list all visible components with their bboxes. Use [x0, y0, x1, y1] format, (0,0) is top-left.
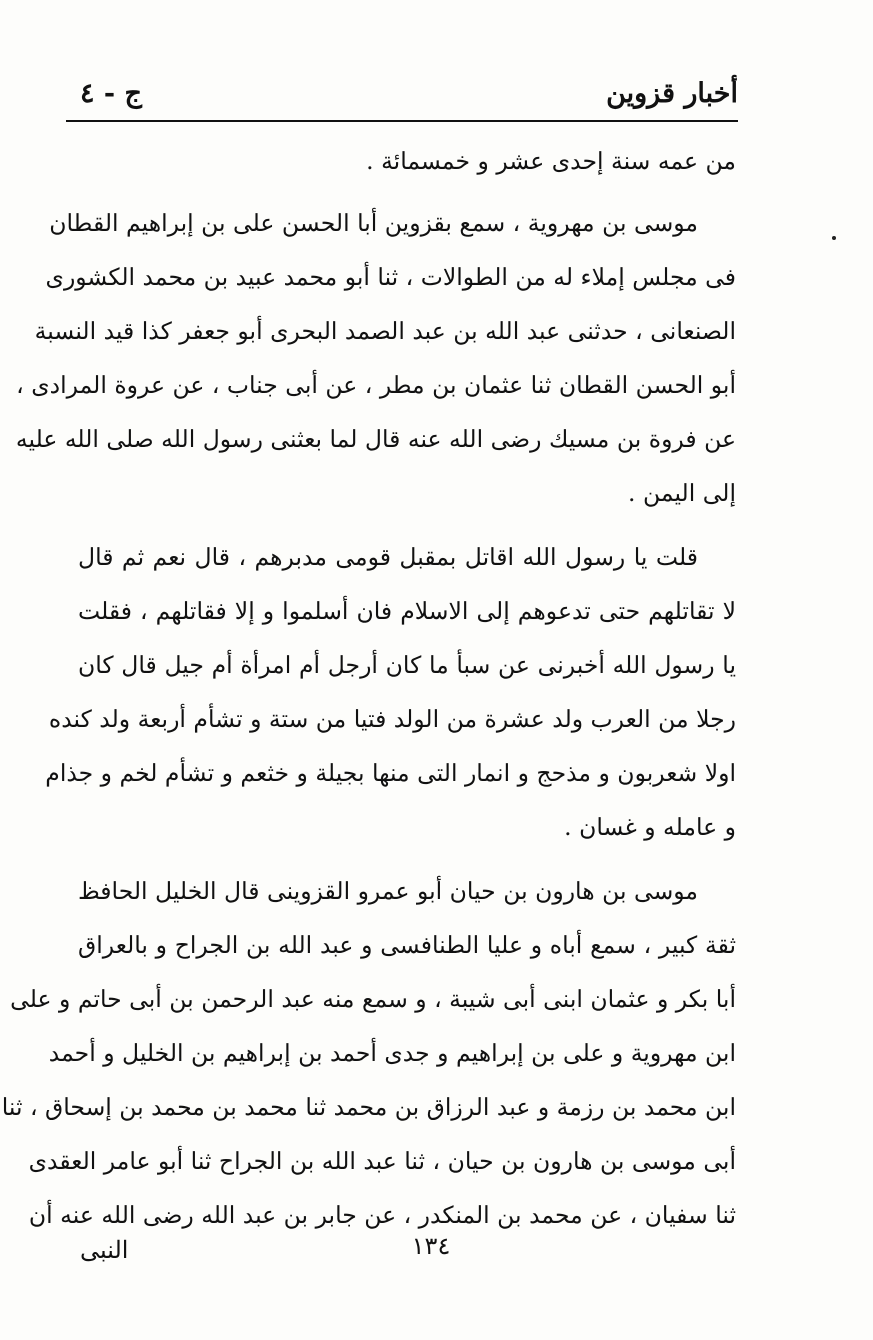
header-rule [66, 120, 738, 122]
paragraph-gap [78, 520, 736, 530]
text-line: موسى بن مهروية ، سمع بقزوين أبا الحسن على بن إبراهيم القطان [49, 209, 698, 237]
paragraph-gap [78, 188, 736, 196]
text-line: قلت يا رسول الله اقاتل بمقبل قومى مدبرهم ، قال نعم ثم قال [78, 543, 698, 571]
text-line: إلى اليمن . [628, 479, 736, 507]
text-line: و عامله و غسان . [564, 813, 736, 841]
text-line: عن فروة بن مسيك رضى الله عنه قال لما بعثنى رسول الله صلى الله عليه [15, 425, 736, 453]
text-line: من عمه سنة إحدى عشر و خمسمائة . [366, 147, 736, 175]
text-line: ابن محمد بن رزمة و عبد الرزاق بن محمد ثنا محمد بن محمد بن إسحاق ، ثنا [1, 1093, 736, 1121]
text-line: اولا شعربون و مذحج و انمار التى منها بجيلة و خثعم و تشأم لخم و جذام [45, 759, 736, 787]
text-line: الصنعانى ، حدثنى عبد الله بن عبد الصمد البحرى أبو جعفر كذا قيد النسبة [34, 317, 736, 345]
text-line: أبا بكر و عثمان ابنى أبى شيبة ، و سمع منه عبد الرحمن بن أبى حاتم و على [10, 985, 736, 1013]
body-text [1, 134, 736, 1242]
running-head [66, 76, 738, 116]
page-number: ١٣٤ [411, 1232, 451, 1260]
text-line: لا تقاتلهم حتى تدعوهم إلى الاسلام فان أسلموا و إلا فقاتلهم ، فقلت [78, 597, 736, 625]
text-line: فى مجلس إملاء له من الطوالات ، ثنا أبو محمد عبيد بن محمد الكشورى [45, 263, 736, 291]
text-line: يا رسول الله أخبرنى عن سبأ ما كان أرجل أم امرأة أم جيل قال كان [78, 651, 736, 679]
text-line: ابن مهروية و على بن إبراهيم و جدى أحمد بن إبراهيم بن الخليل و أحمد [48, 1039, 736, 1067]
margin-speck [832, 236, 836, 240]
text-line: رجلا من العرب ولد عشرة من الولد فتيا من ستة و تشأم أربعة ولد كنده [48, 705, 736, 733]
text-line: أبى موسى بن هارون بن حيان ، ثنا عبد الله بن الجراح ثنا أبو عامر العقدى [28, 1147, 736, 1175]
text-line: ثقة كبير ، سمع أباه و عليا الطنافسى و عبد الله بن الجراح و بالعراق [78, 931, 736, 959]
book-title: أخبار قزوين [606, 78, 738, 109]
text-line: ثنا سفيان ، عن محمد بن المنكدر ، عن جابر بن عبد الله رضى الله عنه أن [28, 1201, 736, 1229]
volume-label: ج - ٤ [80, 78, 142, 109]
catchword: النبى [80, 1236, 129, 1264]
paragraph-gap [78, 854, 736, 864]
text-line: موسى بن هارون بن حيان أبو عمرو القزوينى قال الخليل الحافظ [78, 877, 698, 905]
text-line: أبو الحسن القطان ثنا عثمان بن مطر ، عن أبى جناب ، عن عروة المرادى ، [16, 371, 736, 399]
